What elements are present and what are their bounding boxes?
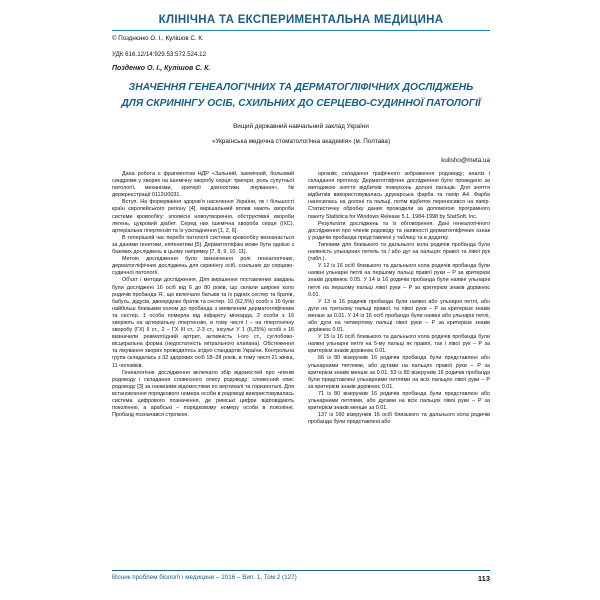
paragraph: 71 із 80 візерунків 16 родичів пробанда були представлені або ульнарними петлями, або дугами на всіх пальцях лівої руки – Р за критерієм знаків менше за 0.01.	[308, 390, 490, 412]
paragraph: Результати досліджень та їх обговорення. Дані генеалогічного дослідження про членів родоводу та наявності дерматогліфічних ознак у родичів пробанда представлені у таблиці та в додатку.	[308, 220, 490, 241]
section-title: КЛІНІЧНА ТА ЕКСПЕРИМЕНТАЛЬНА МЕДИЦИНА	[158, 14, 444, 26]
paragraph: Дана робота є фрагментом НДР «Зальний, ішемічний, больовий синдроми у хворих на ішемічну хворобу серця: тригери, роль супутньої патології, механізми, критерії діагностики, лікування», № держреєстрації 0112U0031.	[112, 171, 294, 199]
title-line: ЗНАЧЕННЯ ГЕНЕАЛОГІЧНИХ ТА ДЕРМАТОГЛІФІЧНИХ ДОСЛІДЖЕНЬ	[128, 82, 474, 93]
article-title	[112, 80, 490, 112]
paragraph: У 12 із 16 осіб близького та дальнього кола родичів пробанда були наявні ульнарні петлі на першому пальці правої руки – Р за критерієм знаків дорівнює 0.05. У 14 із 16 родичів пробанда були наявні ульнарні петлі на першому пальці лівої руки – Р за критерієм знаків дорівнює 0.01.	[308, 263, 490, 298]
paragraph: Метою дослідження було визначення ролі генеалогічних, дерматогліфічних досліджень для скринінгу осіб, схильних до серцево-судинної патології.	[112, 256, 294, 277]
paragraph: 137 із 160 візерунків 16 осіб близького та дальнього кола родичів пробанда були представлені або	[308, 412, 490, 426]
paragraph: Типовим для близького та дальнього кола родичів пробанда була наявність ульнарних петель та / або дуг на пальцях правої та лівої рук (табл.).	[308, 241, 490, 263]
right-column	[308, 171, 490, 563]
page-footer	[112, 570, 490, 583]
paragraph: 66 із 80 візерунків 16 родичів пробанда були представлені або ульнарними петлями, або дугами на пальцях правої руки – Р за критерієм знаків менше за 0.01. 53 із 80 візерунків 16 родичів пробанда були представлені ульнарними петлями на всіх пальцях лівої руки – Р за критерієм знаків дорівнює 0.01.	[308, 355, 490, 390]
paragraph: У 13 із 16 родичів пробанда були наявні або ульнарні петлі, або дуги на третьому пальці правої, та лівої руки – Р за критерієм знаків менше за 0.01. У 14 із 16 осіб пробанда були наявні або ульнарні петлі, або дуги на четвертому пальці лівої руки – Р за критерієм знаків дорівнює 0.01.	[308, 298, 490, 334]
author-email: kulisho@meta.ua	[441, 157, 490, 164]
title-line: ДЛЯ СКРИНІНГУ ОСІБ, СХИЛЬНИХ ДО СЕРЦЕВО-СУДИННОЇ ПАТОЛОГІЇ	[121, 98, 481, 109]
paragraph: В теперішній час перебіг патології системи кровообігу визначається за даними генетики, епігенетики [5]. Дерматогліфіка може бути однією з базових досліджень в цьому напрямку [7, 8, 9, 10, 11].	[112, 234, 294, 256]
paragraph: Об'єкт і методи дослідження. Для вирішення поставлених завдань були досліджені 16 осіб від 6 до 80 років, що склали широке коло родичів пробанда Я., що включало батьків та їх рідних сестер та братів, бабусь, дідусів, двоюрідних братів та сестер. 10 (62,5%) особі з 16 були найбільш близьким колом до пробанда з виявленим дерматогліфічним та сестер. 1 особа померла від інфаркту міокарда, 2 особи з 16 хворіють на артеріальну гіпертензію, в тому числі І – на гіпертонічну хворобу (ГХ) ІІ ст., 2 – ГХ ІІІ ст., 2-3 ст., інсульт У 1 (6,25%) особі з 16 визначили ревматоїдний артрит, активність І-ого ст., суглобово-вісцеральна форма (недостатність мітрального клапана). Обстеження та лікування хворих проводилось згідно стандартів України. Контрольна група складалась з 32 здорових осіб 18–28 років, в тому числі 21 жінка, 11 чоловіків.	[112, 277, 294, 369]
paragraph: У 15 із 16 осіб близького та дальнього кола родичів пробанда були наявні ульнарні петлі на 5-му пальці як правої, так і лівої рук – Р за критерієм знаків дорівнює 0.01.	[308, 334, 490, 355]
journal-citation: Вісник проблем біології і медицини – 2016 – Вип. 1, Том 2 (127)	[112, 574, 297, 581]
left-column	[112, 171, 294, 563]
affiliation-line: «Українська медична стоматологічна академія» (м. Полтава)	[211, 138, 391, 145]
copyright-line: © Позднєнко О. І., Кулішов С. К.	[112, 35, 204, 42]
paragraph: Вступ. На формування здоров'я населення України, як і більшості країн європейського регіону [4], вирішальний вплив мають хвороби системи кровообігу: злоякісні новоутворення, обструктивні хвороби легень, цукровий діабет. Серед них ішемічна хвороба серця (ІХС), артеріальна гіпертензія та їх ускладнення [1, 2, 6].	[112, 199, 294, 234]
authors-line: Позденко О. І., Кулішов С. К.	[112, 65, 211, 72]
running-header	[112, 8, 490, 31]
paragraph: Генеалогічне дослідження включало збір відомостей про членів родоводу і складання словесного опису родоводу; словесний опис родоводу [3] за наявними відомостями по вертикалі та горизонталі. Для встановлення порядкового номера особи в родоводі використовувалась система цифрового позначення, де римські цифри відповідають поколінню, а арабські – порядковому номеру особи в поколінні. Пробанд позначався стрілкою.	[112, 369, 294, 419]
affiliation-line: Вищий державний навчальний заклад України	[233, 123, 369, 130]
paragraph: органів; складання графічного зображення родоводу; аналіз і складання прогнозу. Дерматогліфічне дослідження було проведено за методикою зняття відбитків поверхонь долоні пальців. Для зняття відбитків використовувалась друкарська фарба та папір А4. Фарба наносилась на долоні та пальці, потім відбиток переносився на папір. Статистичну обробку даних проводили за допомогою програмного пакету Statistica for Windows Release 5.1, 1984-1998 by StatSoft, Inc.	[308, 171, 490, 220]
udk-code: УДК 616.12/14:929.53:572.524.12	[112, 51, 207, 58]
page-number: 113	[477, 574, 490, 583]
